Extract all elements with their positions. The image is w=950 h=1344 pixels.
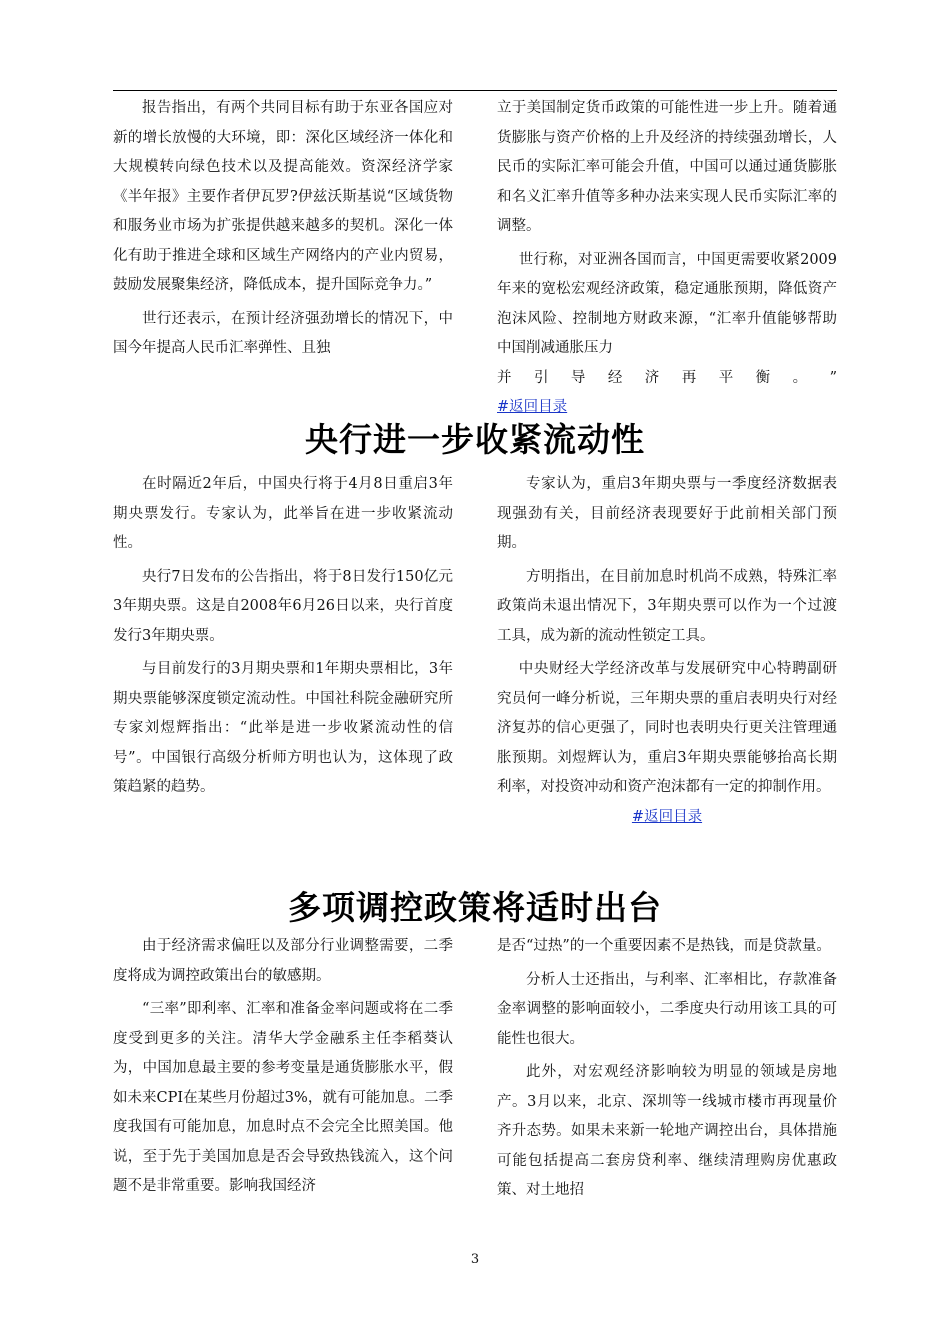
section2-left-column <box>113 470 453 803</box>
paragraph: 世行称，对亚洲各国而言，中国更需要收紧2009年来的宽松宏观经济政策，稳定通胀预期，降低资产泡沫风险、控制地方财政来源，“汇率升值能够帮助中国削减通胀压力 <box>497 251 837 356</box>
paragraph: 并 引 导 经 济 再 平 衡 。 ” <box>497 369 837 386</box>
section3-right-column <box>497 932 837 1206</box>
paragraph: 中央财经大学经济改革与发展研究中心特聘副研究员何一峰分析说，三年期央票的重启表明央行对经济复苏的信心更强了，同时也表明央行更关注管理通胀预期。刘煜辉认为，重启3年期央票能够抬高长期利率，对投资冲动和资产泡沫都有一定的抑制作用。 <box>497 661 837 795</box>
section1-left-column <box>113 94 453 364</box>
paragraph: “三率”即利率、汇率和准备金率问题或将在二季度受到更多的关注。清华大学金融系主任李稻葵认为，中国加息最主要的参考变量是通货膨胀水平，假如未来CPI在某些月份超过3%，就有可能加息。二季度我国有可能加息，加息时点不会完全比照美国。他说，至于先于美国加息是否会导致热钱流入，这个问题不是非常重要。影响我国经济 <box>113 1001 453 1194</box>
paragraph: 由于经济需求偏旺以及部分行业调整需要，二季度将成为调控政策出台的敏感期。 <box>113 938 453 984</box>
section3-left-column <box>113 932 453 1202</box>
section1-right-column <box>497 94 837 423</box>
paragraph: 在时隔近2年后，中国央行将于4月8日重启3年期央票发行。专家认为，此举旨在进一步收紧流动性。 <box>113 476 453 551</box>
paragraph: 与目前发行的3月期央票和1年期央票相比，3年期央票能够深度锁定流动性。中国社科院金融研究所专家刘煜辉指出：“此举是进一步收紧流动性的信号”。中国银行高级分析师方明也认为，这体现了政策趋紧的趋势。 <box>113 661 453 795</box>
paragraph: 世行还表示，在预计经济强劲增长的情况下，中国今年提高人民币汇率弹性、且独 <box>113 310 453 356</box>
paragraph: 方明指出，在目前加息时机尚不成熟，特殊汇率政策尚未退出情况下，3年期央票可以作为一个过渡工具，成为新的流动性锁定工具。 <box>497 568 837 644</box>
section-title: 央行进一步收紧流动性 <box>305 420 645 459</box>
paragraph: 分析人士还指出，与利率、汇率相比，存款准备金率调整的影响面较小，二季度央行动用该工具的可能性也很大。 <box>497 971 837 1047</box>
paragraph: 立于美国制定货币政策的可能性进一步上升。随着通货膨胀与资产价格的上升及经济的持续强劲增长，人民币的实际汇率可能会升值，中国可以通过通货膨胀和名义汇率升值等多种办法来实现人民币实际汇率的调整。 <box>497 100 837 234</box>
page-number: 3 <box>470 1252 480 1267</box>
paragraph: 此外，对宏观经济影响较为明显的领域是房地产。3月以来，北京、深圳等一线城市楼市再现量价齐升态势。如果未来新一轮地产调控出台，具体措施可能包括提高二套房贷利率、继续清理购房优惠政策、对土地招 <box>497 1064 837 1198</box>
paragraph: 央行7日发布的公告指出，将于8日发行150亿元3年期央票。这是自2008年6月26日以来，央行首度发行3年期央票。 <box>113 568 453 644</box>
back-to-toc-link[interactable]: #返回目录 <box>631 808 703 825</box>
paragraph: 是否“过热”的一个重要因素不是热钱，而是贷款量。 <box>497 938 831 954</box>
section-title: 多项调控政策将适时出台 <box>288 888 662 927</box>
paragraph: 专家认为，重启3年期央票与一季度经济数据表现强劲有关，目前经济表现要好于此前相关部门预期。 <box>497 476 837 551</box>
section2-right-column <box>497 470 837 832</box>
paragraph: 报告指出，有两个共同目标有助于东亚各国应对新的增长放慢的大环境，即：深化区域经济一体化和大规模转向绿色技术以及提高能效。资深经济学家《半年报》主要作者伊瓦罗?伊兹沃斯基说“区域货物和服务业市场为扩张提供越来越多的契机。深化一体化有助于推进全球和区域生产网络内的产业内贸易，鼓励发展聚集经济，降低成本，提升国际竞争力。” <box>113 100 453 293</box>
back-to-toc-link[interactable]: #返回目录 <box>497 399 568 415</box>
header-rule <box>113 90 837 91</box>
